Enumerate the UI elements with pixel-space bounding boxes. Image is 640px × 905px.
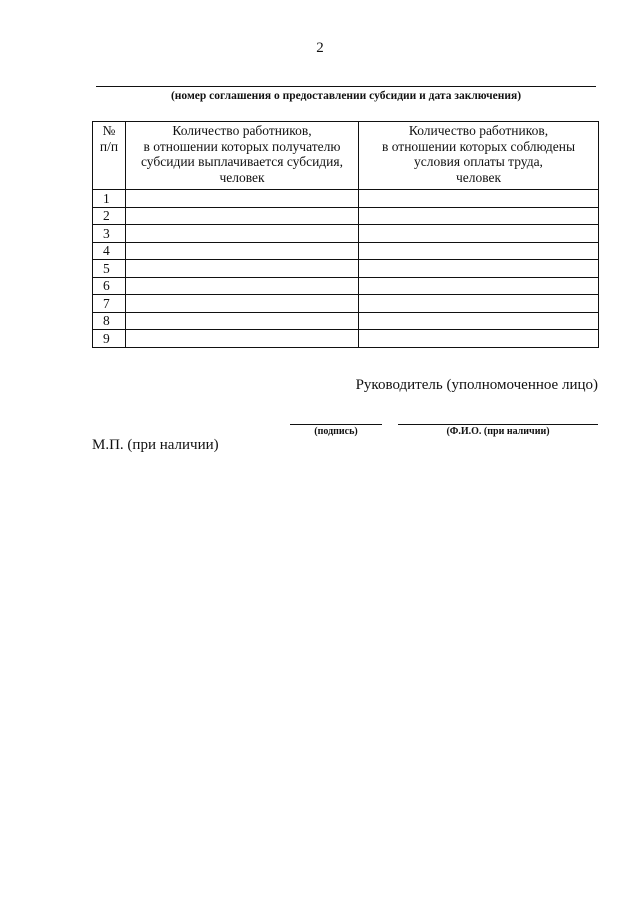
header-subsidy-employees bbox=[126, 122, 359, 190]
agreement-caption: (номер соглашения о предоставлении субсидии и дата заключения) bbox=[170, 90, 522, 102]
stamp-place-label: М.П. (при наличии) bbox=[92, 437, 219, 453]
signature-line bbox=[290, 424, 382, 425]
row-number: 2 bbox=[93, 207, 126, 225]
full-name-line bbox=[398, 424, 598, 425]
row-number: 1 bbox=[93, 190, 126, 208]
header-wage-line: в отношении которых соблюдены bbox=[381, 138, 576, 154]
table-row bbox=[93, 242, 599, 260]
row-number: 9 bbox=[93, 330, 126, 348]
header-number-line: п/п bbox=[99, 138, 119, 154]
wage-conditions-cell bbox=[359, 207, 599, 225]
header-wage-line: условия оплаты труда, bbox=[414, 154, 543, 169]
page-number: 2 bbox=[316, 40, 324, 56]
signature-caption: (подпись) bbox=[314, 426, 358, 437]
wage-conditions-cell bbox=[359, 225, 599, 243]
row-number: 3 bbox=[93, 225, 126, 243]
wage-conditions-cell bbox=[359, 330, 599, 348]
header-subsidy-line: Количество работников, bbox=[172, 123, 312, 138]
agreement-number-line bbox=[96, 86, 596, 87]
wage-conditions-cell bbox=[359, 277, 599, 295]
row-number: 7 bbox=[93, 295, 126, 313]
row-number: 5 bbox=[93, 260, 126, 278]
table-row bbox=[93, 225, 599, 243]
signer-title: Руководитель (уполномоченное лицо) bbox=[355, 377, 598, 393]
table-header-row bbox=[93, 122, 599, 190]
wage-conditions-cell bbox=[359, 242, 599, 260]
header-wage-line: человек bbox=[455, 169, 502, 185]
header-number-line: № bbox=[102, 123, 116, 138]
wage-conditions-cell bbox=[359, 312, 599, 330]
header-wage-line: Количество работников, bbox=[408, 123, 549, 138]
table-row bbox=[93, 260, 599, 278]
subsidy-employees-cell bbox=[126, 277, 359, 295]
subsidy-employees-cell bbox=[126, 330, 359, 348]
subsidy-employees-cell bbox=[126, 225, 359, 243]
wage-conditions-cell bbox=[359, 295, 599, 313]
full-name-caption: (Ф.И.О. (при наличии) bbox=[446, 426, 550, 437]
row-number: 8 bbox=[93, 312, 126, 330]
subsidy-employees-cell bbox=[126, 242, 359, 260]
subsidy-employees-cell bbox=[126, 312, 359, 330]
header-subsidy-line: субсидии выплачивается субсидия, bbox=[140, 154, 343, 169]
row-number: 6 bbox=[93, 277, 126, 295]
subsidy-employees-cell bbox=[126, 207, 359, 225]
header-subsidy-line: человек bbox=[219, 169, 265, 185]
header-subsidy-line: в отношении которых получателю bbox=[143, 138, 341, 154]
table-row bbox=[93, 312, 599, 330]
employees-table bbox=[92, 121, 599, 348]
wage-conditions-cell bbox=[359, 260, 599, 278]
wage-conditions-cell bbox=[359, 190, 599, 208]
table-row bbox=[93, 207, 599, 225]
table-row bbox=[93, 190, 599, 208]
row-number: 4 bbox=[93, 242, 126, 260]
header-number bbox=[93, 122, 126, 190]
subsidy-employees-cell bbox=[126, 295, 359, 313]
subsidy-employees-cell bbox=[126, 260, 359, 278]
subsidy-employees-cell bbox=[126, 190, 359, 208]
table-row bbox=[93, 330, 599, 348]
header-wage-conditions-employees bbox=[359, 122, 599, 190]
table-row bbox=[93, 277, 599, 295]
table-row bbox=[93, 295, 599, 313]
